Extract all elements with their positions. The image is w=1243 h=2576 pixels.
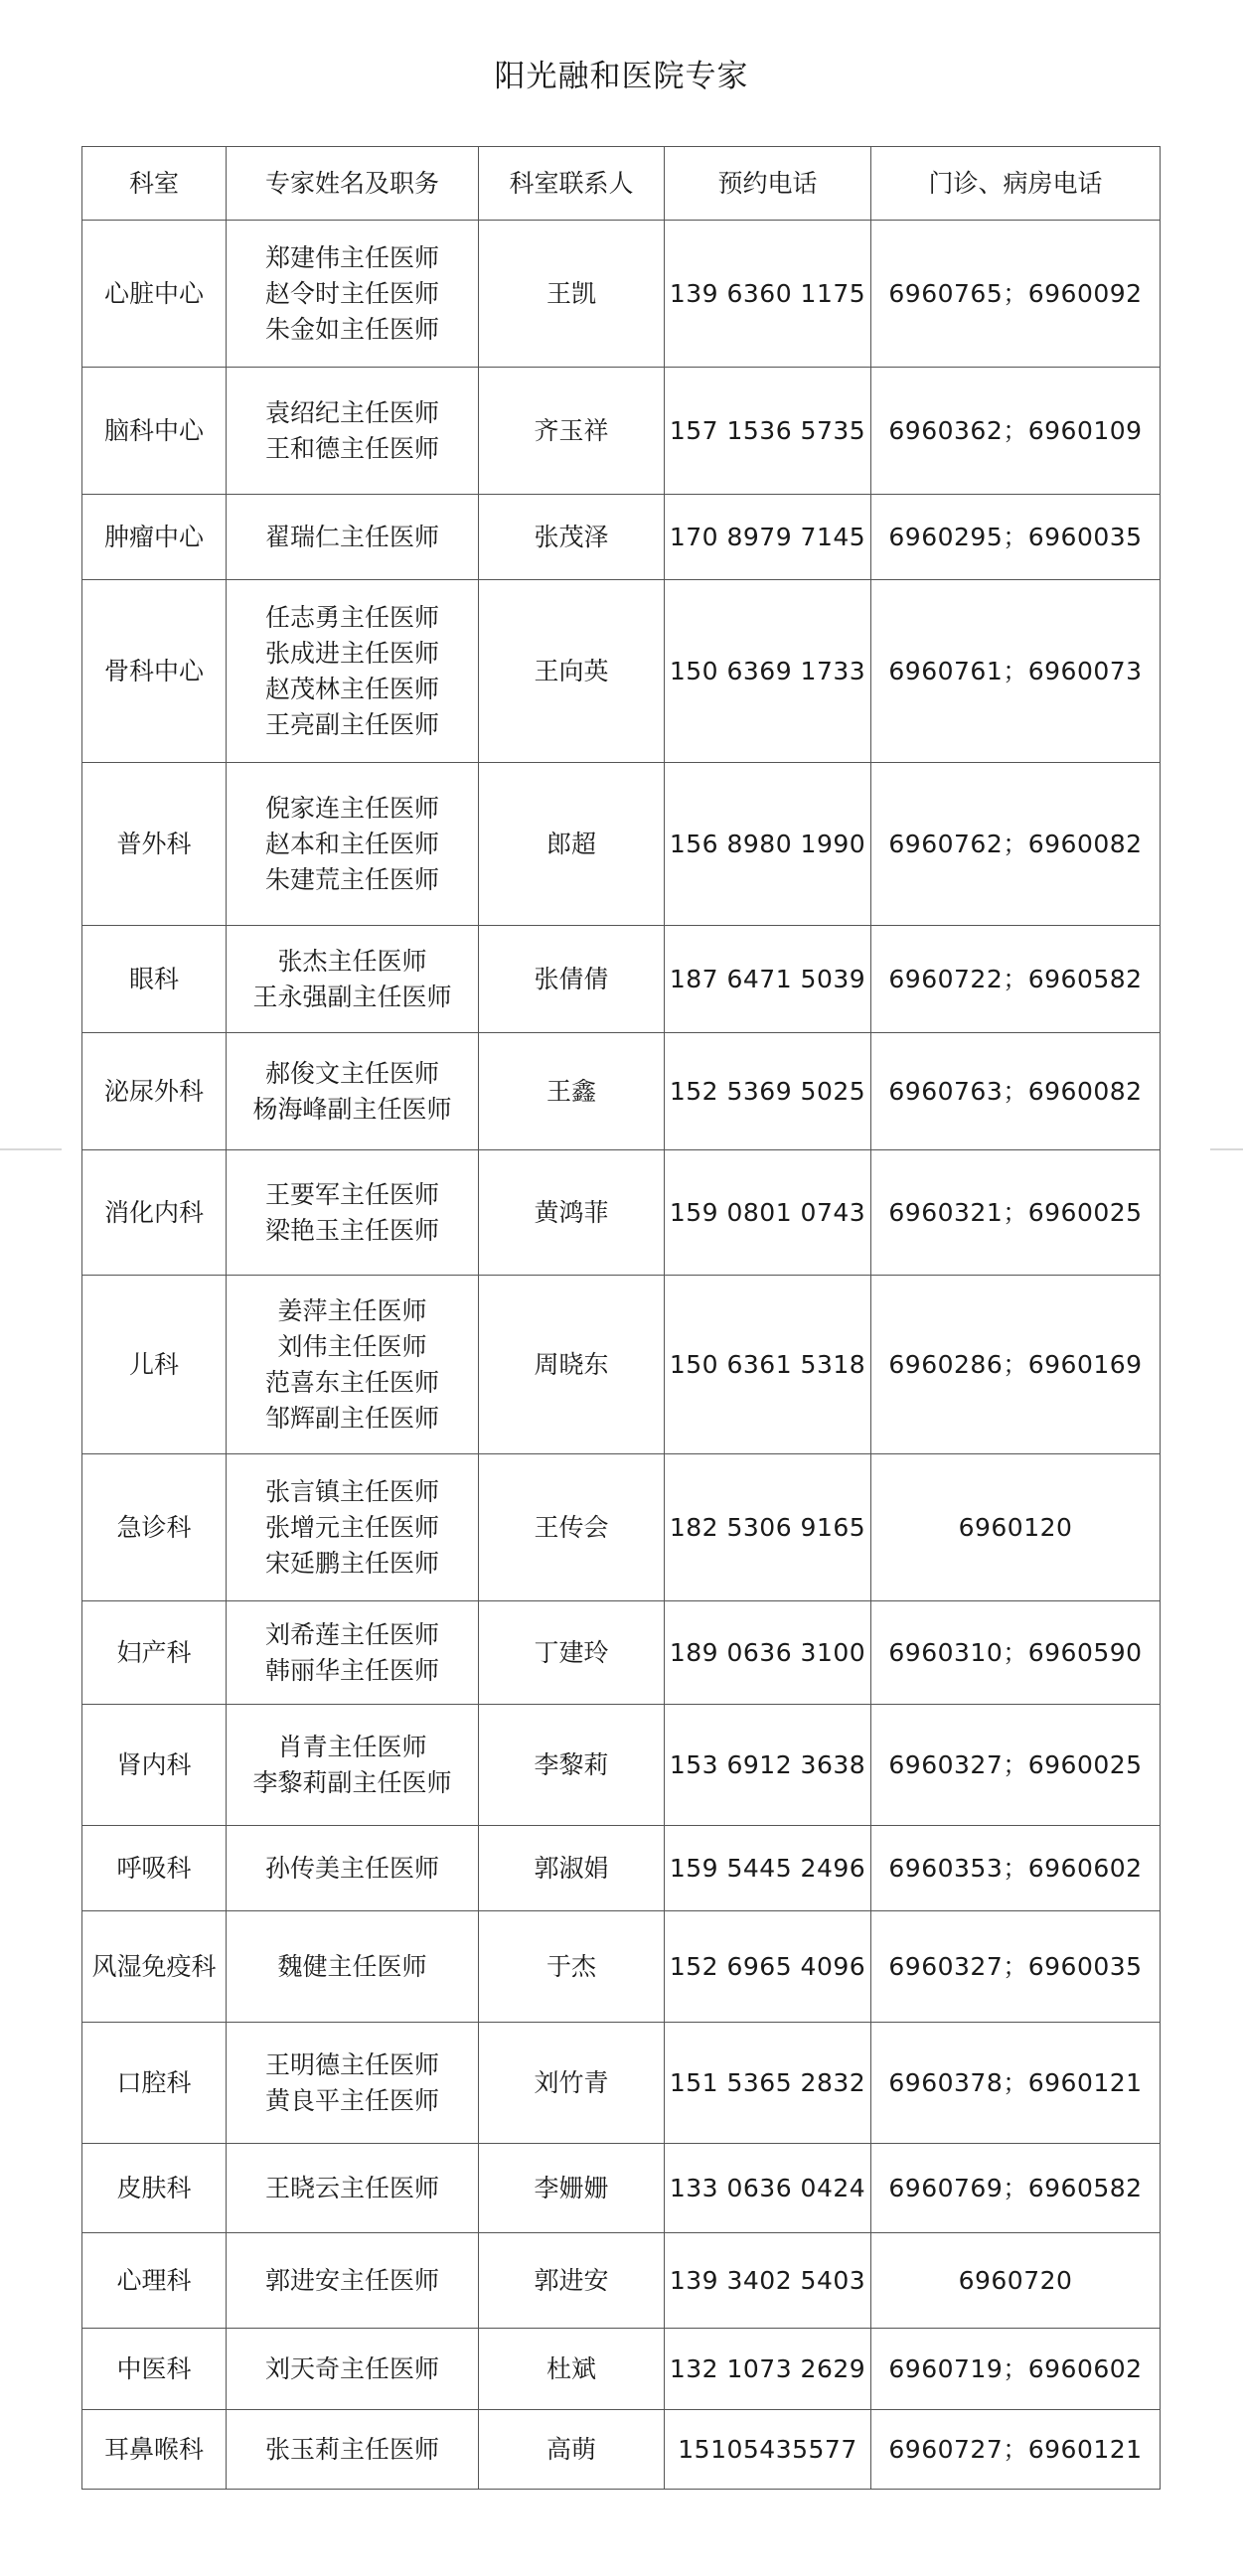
header-dept: 科室 [82, 147, 227, 221]
ward-phone-cell: 6960327；6960035 [871, 1911, 1161, 2023]
table-row [82, 495, 1161, 580]
ward-phone-cell: 6960762；6960082 [871, 763, 1161, 926]
dept-name: 妇产科 [116, 1637, 192, 1667]
contact-cell: 王鑫 [479, 1033, 665, 1150]
doctor-name: 张增元主任医师 [264, 1512, 439, 1542]
dept-cell [82, 1826, 227, 1911]
doctor-name: 肖青主任医师 [277, 1732, 427, 1761]
ward-phone-cell: 6960722；6960582 [871, 926, 1161, 1033]
doctor-name: 范喜东主任医师 [264, 1367, 439, 1397]
dept-cell [82, 763, 227, 926]
doctor-name: 郑建伟主任医师 [264, 242, 439, 272]
doctor-name: 任志勇主任医师 [264, 602, 439, 632]
table-row [82, 221, 1161, 368]
contact-cell: 郭进安 [479, 2233, 665, 2329]
doctor-name: 郭进安主任医师 [264, 2265, 439, 2295]
dept-cell [82, 1150, 227, 1276]
doctor-name: 袁绍纪主任医师 [264, 397, 439, 427]
appointment-phone-cell: 189 0636 3100 [665, 1601, 871, 1705]
doctor-name: 杨海峰副主任医师 [252, 1094, 452, 1124]
doctors-cell [227, 221, 479, 368]
doctors-cell [227, 368, 479, 495]
doctor-name: 黄良平主任医师 [264, 2085, 439, 2115]
table-row [82, 2233, 1161, 2329]
doctor-name: 张言镇主任医师 [264, 1476, 439, 1506]
appointment-phone-cell: 151 5365 2832 [665, 2023, 871, 2144]
appointment-phone-cell: 150 6369 1733 [665, 580, 871, 763]
doctor-name: 刘希莲主任医师 [264, 1619, 439, 1649]
dept-name: 皮肤科 [116, 2173, 192, 2202]
contact-cell: 高萌 [479, 2410, 665, 2490]
doctors-cell [227, 2144, 479, 2233]
ward-phone-cell: 6960727；6960121 [871, 2410, 1161, 2490]
dept-cell [82, 2329, 227, 2410]
page-title: 阳光融和医院专家 [494, 59, 749, 94]
doctors-cell [227, 1150, 479, 1276]
contact-cell: 周晓东 [479, 1276, 665, 1454]
doctor-name: 梁艳玉主任医师 [264, 1215, 439, 1245]
appointment-phone-cell: 133 0636 0424 [665, 2144, 871, 2233]
doctors-cell [227, 2233, 479, 2329]
ward-phone-cell: 6960120 [871, 1454, 1161, 1601]
ward-phone-cell: 6960286；6960169 [871, 1276, 1161, 1454]
doctor-name: 韩丽华主任医师 [264, 1655, 439, 1685]
doctors-cell [227, 1705, 479, 1826]
ward-phone-cell: 6960765；6960092 [871, 221, 1161, 368]
dept-name: 口腔科 [116, 2067, 192, 2097]
table-row [82, 763, 1161, 926]
contact-cell: 张茂泽 [479, 495, 665, 580]
doctor-name: 赵令时主任医师 [264, 278, 439, 308]
dept-cell [82, 495, 227, 580]
doctor-name: 朱金如主任医师 [264, 314, 439, 344]
doctor-name: 赵本和主任医师 [264, 829, 439, 858]
dept-cell [82, 1033, 227, 1150]
dept-cell [82, 2144, 227, 2233]
dept-name: 肿瘤中心 [103, 522, 204, 551]
doctor-name: 赵茂林主任医师 [264, 674, 439, 703]
dept-name: 消化内科 [103, 1197, 204, 1227]
table-row [82, 1826, 1161, 1911]
doctors-cell [227, 1033, 479, 1150]
table-row [82, 1033, 1161, 1150]
contact-cell: 丁建玲 [479, 1601, 665, 1705]
ward-phone-cell: 6960378；6960121 [871, 2023, 1161, 2144]
contact-cell: 李黎莉 [479, 1705, 665, 1826]
contact-cell: 郎超 [479, 763, 665, 926]
table-row [82, 368, 1161, 495]
table-row [82, 1705, 1161, 1826]
table-row [82, 580, 1161, 763]
dept-cell [82, 926, 227, 1033]
dept-name: 心脏中心 [103, 278, 204, 308]
dept-name: 风湿免疫科 [91, 1951, 217, 1981]
ward-phone-cell: 6960353；6960602 [871, 1826, 1161, 1911]
contact-cell: 王传会 [479, 1454, 665, 1601]
doctor-name: 刘天奇主任医师 [264, 2353, 439, 2383]
page-break-line-right [1210, 1148, 1243, 1150]
expert-table [81, 146, 1161, 2490]
ward-phone-cell: 6960769；6960582 [871, 2144, 1161, 2233]
doctor-name: 倪家连主任医师 [264, 793, 439, 823]
dept-cell [82, 221, 227, 368]
contact-cell: 齐玉祥 [479, 368, 665, 495]
ward-phone-cell: 6960321；6960025 [871, 1150, 1161, 1276]
appointment-phone-cell: 159 5445 2496 [665, 1826, 871, 1911]
doctor-name: 朱建荒主任医师 [264, 864, 439, 894]
doctors-cell [227, 763, 479, 926]
table-row [82, 1911, 1161, 2023]
header-ward: 门诊、病房电话 [871, 147, 1161, 221]
contact-cell: 张倩倩 [479, 926, 665, 1033]
doctor-name: 张杰主任医师 [277, 946, 427, 976]
doctor-name: 张玉莉主任医师 [264, 2434, 439, 2464]
table-row [82, 926, 1161, 1033]
dept-name: 儿科 [128, 1349, 179, 1379]
dept-cell [82, 580, 227, 763]
dept-cell [82, 1911, 227, 2023]
doctor-name: 刘伟主任医师 [277, 1331, 427, 1361]
doctor-name: 孙传美主任医师 [264, 1853, 439, 1883]
doctors-cell [227, 1911, 479, 2023]
ward-phone-cell: 6960719；6960602 [871, 2329, 1161, 2410]
header-row [82, 147, 1161, 221]
ward-phone-cell: 6960310；6960590 [871, 1601, 1161, 1705]
table-row [82, 2329, 1161, 2410]
appointment-phone-cell: 159 0801 0743 [665, 1150, 871, 1276]
dept-cell [82, 1601, 227, 1705]
dept-name: 肾内科 [116, 1749, 192, 1779]
dept-name: 骨科中心 [103, 656, 204, 685]
appointment-phone-cell: 15105435577 [665, 2410, 871, 2490]
doctors-cell [227, 1826, 479, 1911]
page-break-line-left [0, 1148, 62, 1150]
dept-cell [82, 2023, 227, 2144]
doctor-name: 翟瑞仁主任医师 [264, 522, 439, 551]
table-row [82, 1601, 1161, 1705]
appointment-phone-cell: 182 5306 9165 [665, 1454, 871, 1601]
contact-cell: 李姗姗 [479, 2144, 665, 2233]
appointment-phone-cell: 152 6965 4096 [665, 1911, 871, 2023]
doctor-name: 李黎莉副主任医师 [252, 1767, 452, 1797]
header-doctors: 专家姓名及职务 [227, 147, 479, 221]
doctors-cell [227, 495, 479, 580]
appointment-phone-cell: 153 6912 3638 [665, 1705, 871, 1826]
appointment-phone-cell: 132 1073 2629 [665, 2329, 871, 2410]
dept-name: 泌尿外科 [103, 1076, 204, 1106]
dept-cell [82, 2233, 227, 2329]
doctors-cell [227, 580, 479, 763]
dept-cell [82, 2410, 227, 2490]
doctor-name: 王永强副主任医师 [252, 982, 452, 1011]
table-body [82, 221, 1161, 2490]
dept-cell [82, 368, 227, 495]
header-contact: 科室联系人 [479, 147, 665, 221]
dept-name: 呼吸科 [116, 1853, 192, 1883]
dept-name: 脑科中心 [103, 415, 204, 445]
doctors-cell [227, 2410, 479, 2490]
doctors-cell [227, 2023, 479, 2144]
ward-phone-cell: 6960295；6960035 [871, 495, 1161, 580]
dept-name: 耳鼻喉科 [103, 2434, 204, 2464]
dept-name: 眼科 [128, 964, 179, 993]
dept-cell [82, 1454, 227, 1601]
doctor-name: 王和德主任医师 [264, 433, 439, 463]
appointment-phone-cell: 157 1536 5735 [665, 368, 871, 495]
table-row [82, 2410, 1161, 2490]
doctor-name: 姜萍主任医师 [277, 1295, 427, 1325]
ward-phone-cell: 6960362；6960109 [871, 368, 1161, 495]
table-row [82, 1276, 1161, 1454]
appointment-phone-cell: 139 6360 1175 [665, 221, 871, 368]
ward-phone-cell: 6960761；6960073 [871, 580, 1161, 763]
dept-cell [82, 1276, 227, 1454]
doctor-name: 宋延鹏主任医师 [264, 1548, 439, 1578]
contact-cell: 杜斌 [479, 2329, 665, 2410]
table-row [82, 2144, 1161, 2233]
doctors-cell [227, 926, 479, 1033]
appointment-phone-cell: 156 8980 1990 [665, 763, 871, 926]
table-row [82, 2023, 1161, 2144]
header-phone: 预约电话 [665, 147, 871, 221]
doctor-name: 王明德主任医师 [264, 2049, 439, 2079]
contact-cell: 刘竹青 [479, 2023, 665, 2144]
ward-phone-cell: 6960327；6960025 [871, 1705, 1161, 1826]
doctor-name: 魏健主任医师 [277, 1951, 427, 1981]
dept-name: 急诊科 [116, 1512, 192, 1542]
appointment-phone-cell: 170 8979 7145 [665, 495, 871, 580]
table-row [82, 1150, 1161, 1276]
doctor-name: 王亮副主任医师 [264, 709, 439, 739]
appointment-phone-cell: 187 6471 5039 [665, 926, 871, 1033]
ward-phone-cell: 6960720 [871, 2233, 1161, 2329]
doctor-name: 王要军主任医师 [264, 1179, 439, 1209]
dept-name: 心理科 [116, 2265, 192, 2295]
ward-phone-cell: 6960763；6960082 [871, 1033, 1161, 1150]
appointment-phone-cell: 139 3402 5403 [665, 2233, 871, 2329]
contact-cell: 王向英 [479, 580, 665, 763]
contact-cell: 于杰 [479, 1911, 665, 2023]
dept-name: 普外科 [116, 829, 192, 858]
contact-cell: 黄鸿菲 [479, 1150, 665, 1276]
doctors-cell [227, 1601, 479, 1705]
appointment-phone-cell: 150 6361 5318 [665, 1276, 871, 1454]
doctors-cell [227, 1454, 479, 1601]
appointment-phone-cell: 152 5369 5025 [665, 1033, 871, 1150]
doctor-name: 郝俊文主任医师 [264, 1058, 439, 1088]
contact-cell: 王凯 [479, 221, 665, 368]
contact-cell: 郭淑娟 [479, 1826, 665, 1911]
dept-cell [82, 1705, 227, 1826]
dept-name: 中医科 [116, 2353, 192, 2383]
doctors-cell [227, 1276, 479, 1454]
doctor-name: 王晓云主任医师 [264, 2173, 439, 2202]
doctors-cell [227, 2329, 479, 2410]
doctor-name: 邹辉副主任医师 [264, 1403, 439, 1433]
table-row [82, 1454, 1161, 1601]
doctor-name: 张成进主任医师 [264, 638, 439, 668]
